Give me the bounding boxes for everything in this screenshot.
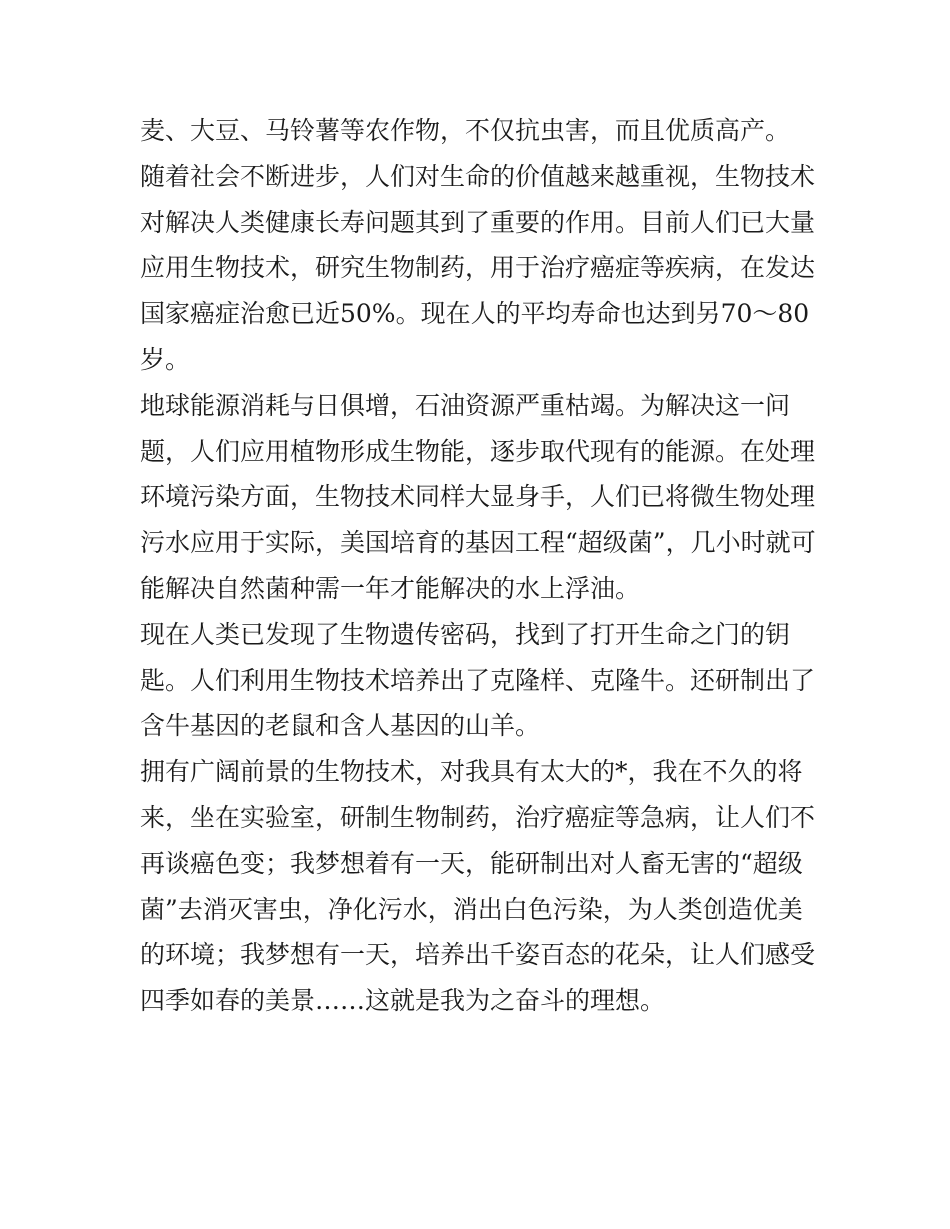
text-line: 现在人类已发现了生物遗传密码，找到了打开生命之门的钥 <box>140 619 791 649</box>
text-line: 题，人们应用植物形成生物能，逐步取代现有的能源。在处理 <box>140 436 816 466</box>
text-line: 拥有广阔前景的生物技术，对我具有太大的*，我在不久的将 <box>140 757 803 787</box>
text-line: 污水应用于实际，美国培育的基因工程“超级菌”，几小时就可 <box>140 528 816 558</box>
text-line: 随着社会不断进步，人们对生命的价值越来越重视，生物技术 <box>140 161 816 191</box>
text-line: 环境污染方面，生物技术同样大显身手，人们已将微生物处理 <box>140 482 816 512</box>
text-line: 国家癌症治愈已近50%。现在人的平均寿命也达到另70～80 <box>140 299 810 329</box>
text-line: 匙。人们利用生物技术培养出了克隆样、克隆牛。还研制出了 <box>140 665 816 695</box>
text-line: 麦、大豆、马铃薯等农作物，不仅抗虫害，而且优质高产。 <box>140 116 791 145</box>
text-line: 四季如春的美景……这就是我为之奋斗的理想。 <box>140 986 666 1016</box>
text-line: 应用生物技术，研究生物制药，用于治疗癌症等疾病，在发达 <box>140 253 816 283</box>
text-line: 再谈癌色变；我梦想着有一天，能研制出对人畜无害的“超级 <box>140 848 803 878</box>
text-line: 对解决人类健康长寿问题其到了重要的作用。目前人们已大量 <box>140 207 816 237</box>
text-line: 菌”去消灭害虫，净化污水，消出白色污染，为人类创造优美 <box>140 894 803 924</box>
text-line: 能解决自然菌种需一年才能解决的水上浮油。 <box>140 573 641 603</box>
text-line: 的环境；我梦想有一天，培养出千姿百态的花朵，让人们感受 <box>140 940 816 970</box>
text-line: 地球能源消耗与日俱增，石油资源严重枯竭。为解决这一问 <box>140 390 791 420</box>
document-body <box>140 108 820 1024</box>
text-line: 岁。 <box>140 344 191 374</box>
text-line: 含牛基因的老鼠和含人基因的山羊。 <box>140 711 541 741</box>
text-line: 来，坐在实验室，研制生物制药，治疗癌症等急病，让人们不 <box>140 802 816 832</box>
